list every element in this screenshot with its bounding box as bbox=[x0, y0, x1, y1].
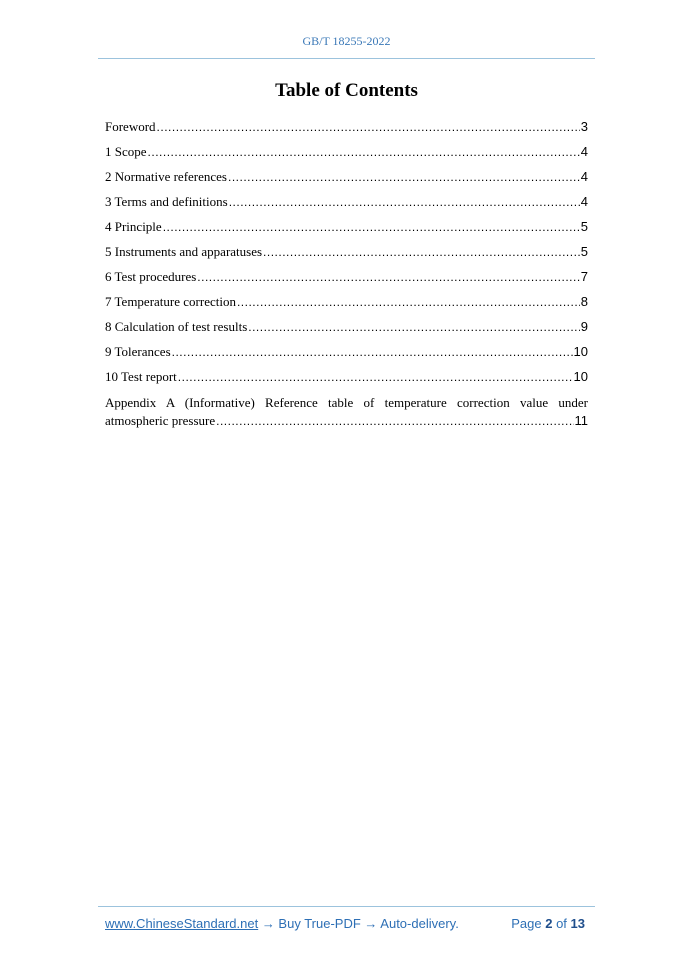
toc-leader-dots bbox=[178, 367, 573, 387]
toc-entry-page: 8 bbox=[580, 294, 588, 309]
toc-entry-label: 1 Scope bbox=[105, 144, 147, 159]
toc-leader-dots bbox=[237, 292, 580, 312]
toc-entry-instruments-and-apparatuses[interactable] bbox=[105, 242, 588, 267]
toc-entry-scope[interactable] bbox=[105, 142, 588, 167]
toc-entry-label: 6 Test procedures bbox=[105, 269, 197, 284]
toc-entry-label: 2 Normative references bbox=[105, 169, 227, 184]
toc-leader-dots bbox=[197, 267, 579, 287]
toc-leader-dots bbox=[263, 242, 580, 262]
page-indicator bbox=[511, 916, 585, 931]
toc-entry-page: 11 bbox=[574, 413, 588, 428]
toc-entry-page: 5 bbox=[580, 244, 588, 259]
total-pages-number: 13 bbox=[570, 916, 585, 931]
header-divider bbox=[98, 58, 595, 59]
toc-entry-page: 10 bbox=[573, 344, 588, 359]
toc-leader-dots bbox=[229, 192, 580, 212]
toc-entry-page: 4 bbox=[580, 144, 588, 159]
toc-entry-tolerances[interactable] bbox=[105, 342, 588, 367]
toc-entry-label: 7 Temperature correction bbox=[105, 294, 236, 309]
current-page-number: 2 bbox=[545, 916, 553, 931]
toc-entry-appendix-a[interactable] bbox=[105, 394, 588, 430]
toc-entry-label: 8 Calculation of test results bbox=[105, 319, 248, 334]
toc-entry-page: 5 bbox=[580, 219, 588, 234]
toc-entry-page: 9 bbox=[580, 319, 588, 334]
of-word: of bbox=[556, 916, 567, 931]
toc-leader-dots bbox=[216, 412, 573, 430]
toc-entry-page: 4 bbox=[580, 169, 588, 184]
website-link[interactable]: www.ChineseStandard.net bbox=[105, 916, 259, 931]
toc-entry-test-procedures[interactable] bbox=[105, 267, 588, 292]
toc-leader-dots bbox=[248, 317, 580, 337]
toc-entry-label: Foreword bbox=[105, 119, 156, 134]
page-footer bbox=[105, 916, 585, 931]
toc-entry-page: 4 bbox=[580, 194, 588, 209]
footer-divider bbox=[98, 906, 595, 907]
toc-entry-label: 5 Instruments and apparatuses bbox=[105, 244, 263, 259]
toc-entry-label-line2: atmospheric pressure bbox=[105, 413, 216, 428]
page-title: Table of Contents bbox=[275, 80, 418, 101]
toc-entry-foreword[interactable] bbox=[105, 117, 588, 142]
toc-entry-principle[interactable] bbox=[105, 217, 588, 242]
toc-entry-normative-references[interactable] bbox=[105, 167, 588, 192]
footer-promo-text: → Buy True-PDF → Auto-delivery. bbox=[258, 916, 459, 931]
page-word: Page bbox=[511, 916, 542, 931]
toc-entry-page: 3 bbox=[580, 119, 588, 134]
toc-entry-label: 4 Principle bbox=[105, 219, 162, 234]
toc-leader-dots bbox=[157, 117, 580, 137]
toc-entry-label: 3 Terms and definitions bbox=[105, 194, 228, 209]
toc-entry-label: 9 Tolerances bbox=[105, 344, 171, 359]
toc-entry-temperature-correction[interactable] bbox=[105, 292, 588, 317]
table-of-contents bbox=[105, 117, 588, 430]
toc-entry-test-report[interactable] bbox=[105, 367, 588, 392]
toc-entry-label-line1: Appendix A (Informative) Reference table of temperature correction value under bbox=[105, 395, 588, 410]
toc-leader-dots bbox=[163, 217, 580, 237]
toc-entry-terms-and-definitions[interactable] bbox=[105, 192, 588, 217]
toc-entry-page: 7 bbox=[580, 269, 588, 284]
toc-leader-dots bbox=[172, 342, 573, 362]
toc-leader-dots bbox=[148, 142, 580, 162]
toc-entry-label: 10 Test report bbox=[105, 369, 177, 384]
toc-entry-page: 10 bbox=[573, 369, 588, 384]
footer-promo bbox=[105, 916, 459, 931]
toc-entry-calculation-of-test-results[interactable] bbox=[105, 317, 588, 342]
toc-leader-dots bbox=[228, 167, 580, 187]
document-code-header: GB/T 18255-2022 bbox=[302, 34, 391, 48]
